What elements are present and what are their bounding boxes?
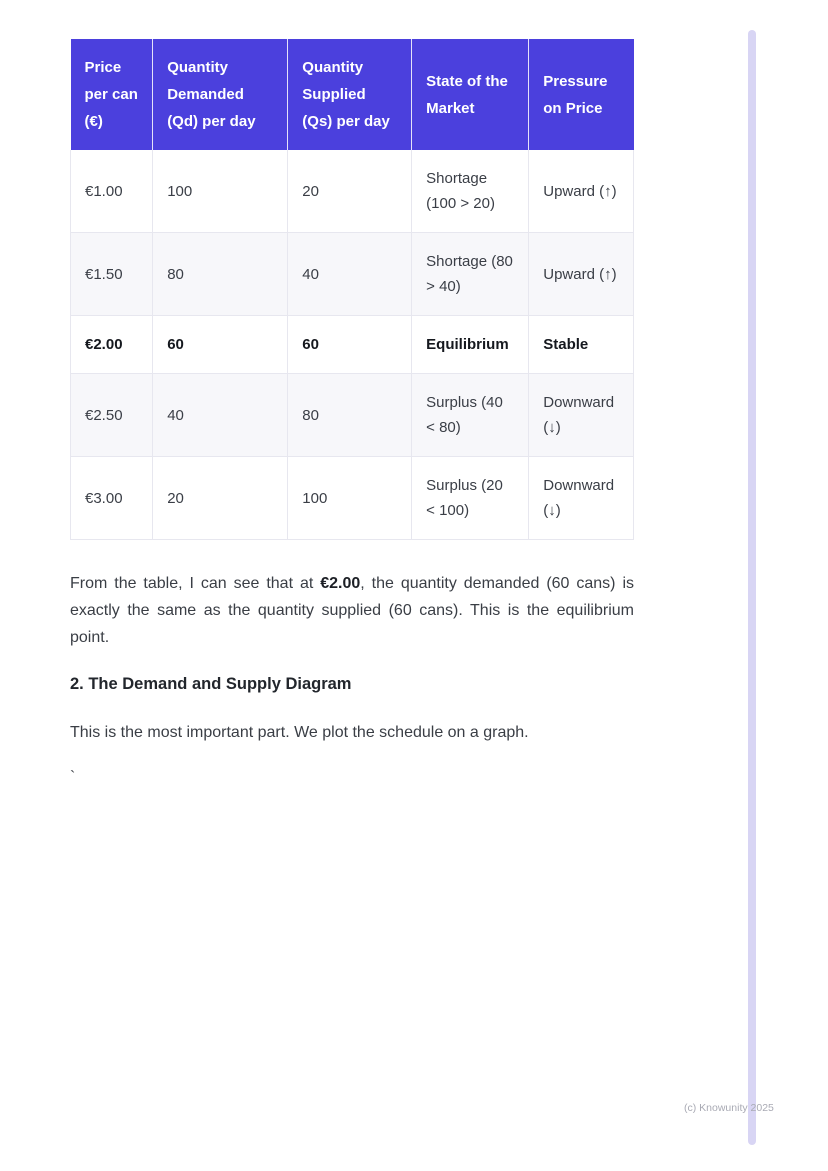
column-header-price: Price per can (€) (71, 39, 153, 150)
cell-qd: 40 (153, 374, 288, 457)
cell-qs: 100 (288, 457, 412, 540)
column-header-qs: Quantity Supplied (Qs) per day (288, 39, 412, 150)
cell-state: Equilibrium (412, 316, 529, 374)
column-header-pressure: Pressure on Price (529, 39, 634, 150)
column-header-qd: Quantity Demanded (Qd) per day (153, 39, 288, 150)
cell-price: €2.50 (71, 374, 153, 457)
footer-copyright: (c) Knowunity 2025 (684, 1102, 774, 1114)
section-heading-diagram: 2. The Demand and Supply Diagram (70, 675, 352, 693)
cell-qs: 20 (288, 150, 412, 233)
paragraph-equilibrium (70, 570, 634, 651)
cell-qd: 100 (153, 150, 288, 233)
cell-state: Shortage (100 > 20) (412, 150, 529, 233)
cell-qd: 80 (153, 233, 288, 316)
cell-state: Shortage (80 > 40) (412, 233, 529, 316)
table-row (71, 233, 634, 316)
cell-price: €2.00 (71, 316, 153, 374)
paragraph-diagram: This is the most important part. We plot the schedule on a graph. (70, 724, 529, 741)
paragraph-equilibrium-bold-price: €2.00 (320, 575, 361, 592)
cell-pressure: Downward (↓) (529, 457, 634, 540)
cell-pressure: Stable (529, 316, 634, 374)
table-row-equilibrium (71, 316, 634, 374)
cell-qs: 60 (288, 316, 412, 374)
market-schedule-table (70, 39, 634, 540)
table-header (71, 39, 634, 150)
table-row (71, 374, 634, 457)
paragraph-equilibrium-after: , the quantity demanded (60 cans) is exactly the same as the quantity supplied (60 cans). This is the equilibrium point. (70, 575, 634, 646)
backtick-text: ` (70, 769, 76, 786)
cell-price: €1.50 (71, 233, 153, 316)
cell-pressure: Upward (↑) (529, 150, 634, 233)
table-row (71, 457, 634, 540)
cell-qd: 20 (153, 457, 288, 540)
cell-qs: 80 (288, 374, 412, 457)
cell-state: Surplus (20 < 100) (412, 457, 529, 540)
table-body (71, 150, 634, 540)
cell-pressure: Downward (↓) (529, 374, 634, 457)
paragraph-equilibrium-before: From the table, I can see that at (70, 575, 321, 592)
table-header-row (71, 39, 634, 150)
cell-price: €3.00 (71, 457, 153, 540)
scrollbar[interactable] (748, 30, 756, 1145)
cell-pressure: Upward (↑) (529, 233, 634, 316)
document-content (70, 39, 634, 788)
cell-qs: 40 (288, 233, 412, 316)
cell-qd: 60 (153, 316, 288, 374)
cell-state: Surplus (40 < 80) (412, 374, 529, 457)
cell-price: €1.00 (71, 150, 153, 233)
column-header-state: State of the Market (412, 39, 529, 150)
table-row (71, 150, 634, 233)
